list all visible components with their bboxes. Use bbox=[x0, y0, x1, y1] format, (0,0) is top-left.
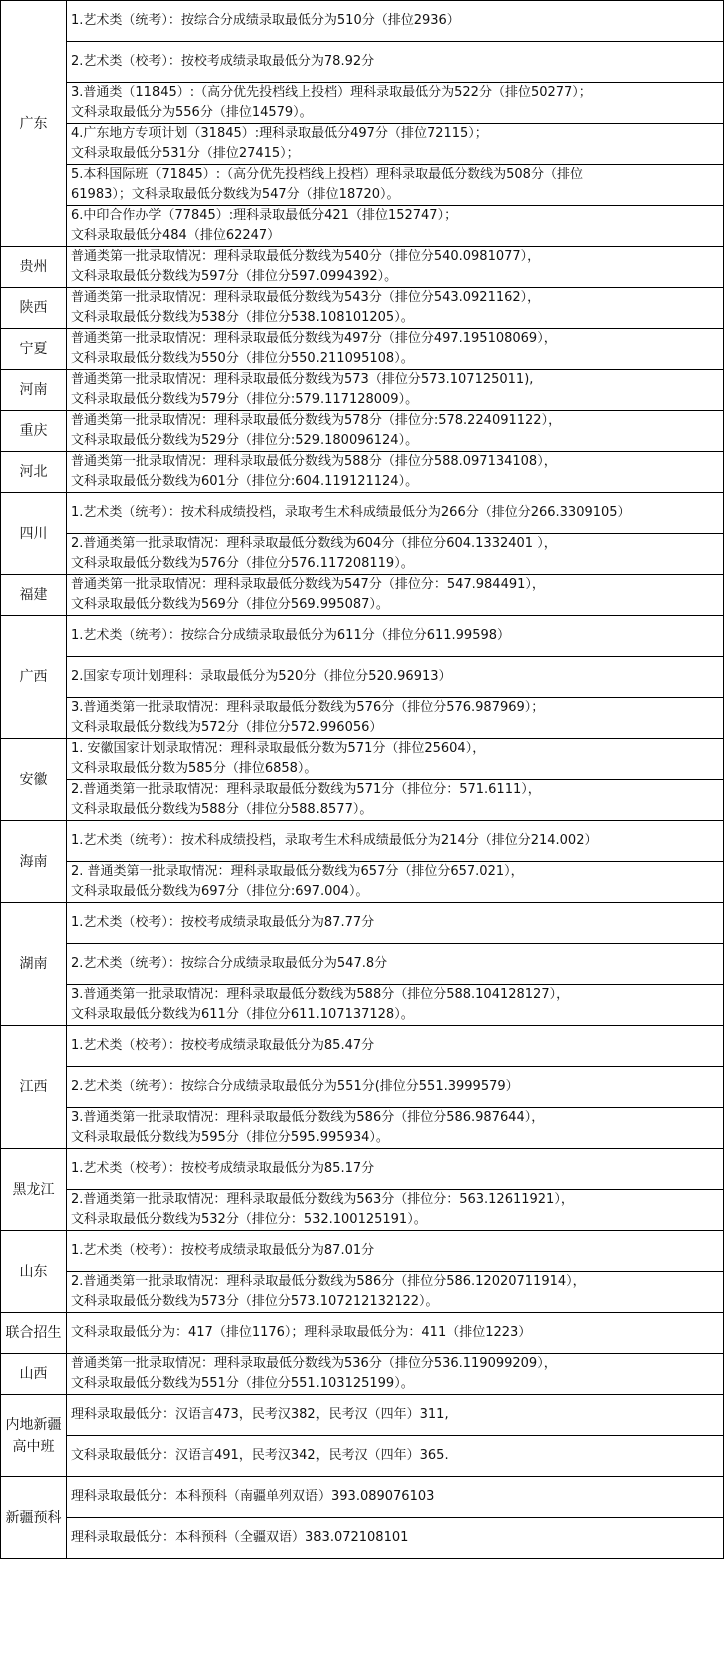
table-row bbox=[1, 944, 724, 985]
admission-info-line: 文科录取最低分数线为595分（排位分595.995934）。 bbox=[71, 1130, 389, 1145]
table-row bbox=[1, 1, 724, 42]
table-row bbox=[1, 1190, 724, 1231]
admission-info-cell bbox=[67, 821, 724, 862]
admission-info-cell bbox=[67, 1149, 724, 1190]
province-cell: 广东 bbox=[1, 1, 67, 247]
admission-info-cell bbox=[67, 1354, 724, 1395]
admission-info-line: 5.本科国际班（71845）:（高分优先投档线上投档）理科录取最低分数线为508分（排位 bbox=[71, 167, 583, 182]
admission-info-line: 文科录取最低分数线为611分（排位分611.107137128）。 bbox=[71, 1007, 414, 1022]
table-row bbox=[1, 903, 724, 944]
province-cell: 广西 bbox=[1, 616, 67, 739]
table-row bbox=[1, 165, 724, 206]
admission-info-cell bbox=[67, 42, 724, 83]
table-row bbox=[1, 1272, 724, 1313]
admission-info-cell bbox=[67, 903, 724, 944]
admission-info-cell bbox=[67, 247, 724, 288]
admission-info-line: 文科录取最低分数线为573分（排位分573.107212132122）。 bbox=[71, 1294, 439, 1309]
admission-info-cell bbox=[67, 411, 724, 452]
admission-info-cell bbox=[67, 329, 724, 370]
table-row bbox=[1, 780, 724, 821]
admission-info-cell bbox=[67, 165, 724, 206]
table-row bbox=[1, 1395, 724, 1436]
province-cell: 联合招生 bbox=[1, 1313, 67, 1354]
admission-info-cell bbox=[67, 288, 724, 329]
admission-info-cell bbox=[67, 1436, 724, 1477]
admission-info-line: 理科录取最低分：本科预科（南疆单列双语）393.089076103 bbox=[71, 1489, 435, 1504]
province-cell: 内地新疆高中班 bbox=[1, 1395, 67, 1477]
admission-info-cell bbox=[67, 124, 724, 165]
admission-info-line: 文科录取最低分531分（排位27415）； bbox=[71, 146, 300, 161]
admission-info-cell bbox=[67, 1395, 724, 1436]
admission-info-cell bbox=[67, 1026, 724, 1067]
admission-info-line: 2.普通类第一批录取情况：理科录取最低分数线为571分（排位分：571.6111）， bbox=[71, 782, 541, 797]
table-row bbox=[1, 862, 724, 903]
admission-info-line: 2.国家专项计划理科：录取最低分为520分（排位分520.96913） bbox=[71, 669, 452, 684]
province-cell: 山西 bbox=[1, 1354, 67, 1395]
table-row bbox=[1, 821, 724, 862]
table-row bbox=[1, 1354, 724, 1395]
admission-info-line: 4.广东地方专项计划（31845）:理科录取最低分497分（排位72115）； bbox=[71, 126, 488, 141]
admission-info-cell bbox=[67, 1477, 724, 1518]
admission-info-line: 普通类第一批录取情况：理科录取最低分数线为588分（排位分588.097134108）， bbox=[71, 454, 557, 469]
table-row bbox=[1, 206, 724, 247]
admission-info-line: 文科录取最低分484（排位62247） bbox=[71, 228, 281, 243]
table-row bbox=[1, 247, 724, 288]
admission-info-line: 1.艺术类（统考）：按综合分成绩录取最低分为510分（排位2936） bbox=[71, 13, 460, 28]
admission-info-cell bbox=[67, 1272, 724, 1313]
table-row bbox=[1, 657, 724, 698]
admission-info-line: 文科录取最低分数线为538分（排位分538.108101205）。 bbox=[71, 310, 414, 325]
admission-info-line: 文科录取最低分数线为597分（排位分597.0994392）。 bbox=[71, 269, 398, 284]
admission-info-cell bbox=[67, 780, 724, 821]
province-cell: 安徽 bbox=[1, 739, 67, 821]
admission-info-cell bbox=[67, 1108, 724, 1149]
province-cell: 河南 bbox=[1, 370, 67, 411]
admission-info-line: 1.艺术类（校考）：按校考成绩录取最低分为85.47分 bbox=[71, 1038, 375, 1053]
admission-info-line: 1.艺术类（校考）：按校考成绩录取最低分为87.77分 bbox=[71, 915, 375, 930]
admission-info-line: 文科录取最低分数线为697分（排位分:697.004）。 bbox=[71, 884, 369, 899]
table-row bbox=[1, 1067, 724, 1108]
table-row bbox=[1, 1149, 724, 1190]
table-row bbox=[1, 739, 724, 780]
admission-info-line: 2.普通类第一批录取情况：理科录取最低分数线为563分（排位分：563.12611921）， bbox=[71, 1192, 574, 1207]
admission-info-cell bbox=[67, 534, 724, 575]
admission-info-cell bbox=[67, 1, 724, 42]
admission-info-line: 1.艺术类（统考）：按术科成绩投档，录取考生术科成绩最低分为214分（排位分214.002） bbox=[71, 833, 598, 848]
admission-info-line: 61983）；文科录取最低分数线为547分（排位18720）。 bbox=[71, 187, 400, 202]
province-cell: 四川 bbox=[1, 493, 67, 575]
admission-info-line: 普通类第一批录取情况：理科录取最低分数线为578分（排位分:578.224091122）， bbox=[71, 413, 562, 428]
admission-info-line: 2.普通类第一批录取情况：理科录取最低分数线为586分（排位分586.12020711914）， bbox=[71, 1274, 586, 1289]
table-row bbox=[1, 42, 724, 83]
province-cell: 江西 bbox=[1, 1026, 67, 1149]
table-row bbox=[1, 1477, 724, 1518]
admission-info-cell bbox=[67, 493, 724, 534]
table-row bbox=[1, 575, 724, 616]
admission-info-cell bbox=[67, 83, 724, 124]
table-row bbox=[1, 452, 724, 493]
table-row bbox=[1, 124, 724, 165]
admission-info-line: 1.艺术类（校考）：按校考成绩录取最低分为87.01分 bbox=[71, 1243, 375, 1258]
admission-info-line: 文科录取最低分数为585分（排位6858）。 bbox=[71, 761, 318, 776]
admission-info-line: 文科录取最低分数线为569分（排位分569.995087）。 bbox=[71, 597, 389, 612]
province-cell: 贵州 bbox=[1, 247, 67, 288]
admission-info-line: 普通类第一批录取情况：理科录取最低分数线为573（排位分573.107125011), bbox=[71, 372, 534, 387]
admission-info-line: 3.普通类第一批录取情况：理科录取最低分数线为576分（排位分576.987969）； bbox=[71, 700, 545, 715]
admission-info-line: 普通类第一批录取情况：理科录取最低分数线为536分（排位分536.119099209）， bbox=[71, 1356, 557, 1371]
province-cell: 海南 bbox=[1, 821, 67, 903]
admission-info-cell bbox=[67, 944, 724, 985]
admission-info-line: 文科录取最低分数线为532分（排位分：532.100125191）。 bbox=[71, 1212, 427, 1227]
admission-info-cell bbox=[67, 1067, 724, 1108]
table-row bbox=[1, 1231, 724, 1272]
table-row bbox=[1, 1518, 724, 1559]
admission-info-line: 2.艺术类（校考）：按校考成绩录取最低分为78.92分 bbox=[71, 54, 375, 69]
admission-info-cell bbox=[67, 862, 724, 903]
admission-info-cell bbox=[67, 452, 724, 493]
table-row bbox=[1, 1313, 724, 1354]
admission-info-cell bbox=[67, 698, 724, 739]
admission-info-cell bbox=[67, 985, 724, 1026]
admission-info-line: 文科录取最低分数线为550分（排位分550.211095108）。 bbox=[71, 351, 414, 366]
admission-info-cell bbox=[67, 657, 724, 698]
admission-info-line: 1.艺术类（统考）：按术科成绩投档，录取考生术科成绩最低分为266分（排位分266.3309105） bbox=[71, 505, 631, 520]
admission-info-line: 3.普通类（11845）:（高分优先投档线上投档）理科录取最低分为522分（排位50277）； bbox=[71, 85, 592, 100]
admission-info-line: 2. 普通类第一批录取情况：理科录取最低分数线为657分（排位分657.021）， bbox=[71, 864, 524, 879]
admission-info-line: 文科录取最低分为：417（排位1176）；理科录取最低分为：411（排位1223） bbox=[71, 1325, 532, 1340]
table-row bbox=[1, 288, 724, 329]
admission-info-cell bbox=[67, 206, 724, 247]
admission-info-cell bbox=[67, 1190, 724, 1231]
admission-info-cell bbox=[67, 1518, 724, 1559]
admission-info-line: 2.普通类第一批录取情况：理科录取最低分数线为604分（排位分604.1332401 ）， bbox=[71, 536, 557, 551]
province-cell: 陕西 bbox=[1, 288, 67, 329]
admission-info-line: 1.艺术类（校考）：按校考成绩录取最低分为85.17分 bbox=[71, 1161, 375, 1176]
admission-info-line: 文科录取最低分数线为576分（排位分576.117208119）。 bbox=[71, 556, 414, 571]
admission-info-line: 文科录取最低分数线为572分（排位分572.996056） bbox=[71, 720, 383, 735]
table-row bbox=[1, 83, 724, 124]
admission-info-cell bbox=[67, 575, 724, 616]
admission-info-cell bbox=[67, 1231, 724, 1272]
admission-info-line: 文科录取最低分数线为551分（排位分551.103125199）。 bbox=[71, 1376, 414, 1391]
admission-info-line: 普通类第一批录取情况：理科录取最低分数线为540分（排位分540.0981077）， bbox=[71, 249, 541, 264]
table-row bbox=[1, 1108, 724, 1149]
admission-info-line: 文科录取最低分：汉语言491，民考汉342，民考汉（四年）365. bbox=[71, 1448, 449, 1463]
province-cell: 重庆 bbox=[1, 411, 67, 452]
province-cell: 黑龙江 bbox=[1, 1149, 67, 1231]
table-row bbox=[1, 1026, 724, 1067]
table-row bbox=[1, 411, 724, 452]
admission-info-line: 文科录取最低分数线为529分（排位分:529.180096124）。 bbox=[71, 433, 419, 448]
table-row bbox=[1, 370, 724, 411]
province-cell: 福建 bbox=[1, 575, 67, 616]
admission-info-line: 普通类第一批录取情况：理科录取最低分数线为497分（排位分497.195108069）， bbox=[71, 331, 557, 346]
admission-info-line: 文科录取最低分数线为601分（排位分:604.119121124）。 bbox=[71, 474, 419, 489]
admission-info-line: 普通类第一批录取情况：理科录取最低分数线为543分（排位分543.0921162）， bbox=[71, 290, 541, 305]
admission-info-line: 文科录取最低分数线为579分（排位分:579.117128009）。 bbox=[71, 392, 419, 407]
table-row bbox=[1, 1436, 724, 1477]
province-cell: 河北 bbox=[1, 452, 67, 493]
table-row bbox=[1, 985, 724, 1026]
admission-info-line: 6.中印合作办学（77845）:理科录取最低分421（排位152747）； bbox=[71, 208, 458, 223]
admission-info-line: 2.艺术类（统考）：按综合分成绩录取最低分为551分(排位分551.3999579） bbox=[71, 1079, 519, 1094]
admission-info-line: 3.普通类第一批录取情况：理科录取最低分数线为588分（排位分588.104128127）， bbox=[71, 987, 570, 1002]
admission-info-line: 3.普通类第一批录取情况：理科录取最低分数线为586分（排位分586.987644）， bbox=[71, 1110, 545, 1125]
province-cell: 宁夏 bbox=[1, 329, 67, 370]
admission-info-line: 文科录取最低分为556分（排位14579）。 bbox=[71, 105, 313, 120]
table-row bbox=[1, 493, 724, 534]
province-cell: 湖南 bbox=[1, 903, 67, 1026]
admission-info-cell bbox=[67, 616, 724, 657]
table-body bbox=[1, 1, 724, 1559]
province-cell: 山东 bbox=[1, 1231, 67, 1313]
admission-info-cell bbox=[67, 1313, 724, 1354]
admission-info-line: 2.艺术类（统考）：按综合分成绩录取最低分为547.8分 bbox=[71, 956, 388, 971]
admission-info-line: 普通类第一批录取情况：理科录取最低分数线为547分（排位分：547.984491）， bbox=[71, 577, 545, 592]
admission-info-line: 理科录取最低分：本科预科（全疆双语）383.072108101 bbox=[71, 1530, 409, 1545]
table-row bbox=[1, 616, 724, 657]
admission-info-line: 1. 安徽国家计划录取情况：理科录取最低分数为571分（排位25604）， bbox=[71, 741, 486, 756]
admission-info-cell bbox=[67, 370, 724, 411]
province-cell: 新疆预科 bbox=[1, 1477, 67, 1559]
table-row bbox=[1, 534, 724, 575]
admission-info-line: 文科录取最低分数线为588分（排位分588.8577）。 bbox=[71, 802, 373, 817]
table-row bbox=[1, 698, 724, 739]
table-row bbox=[1, 329, 724, 370]
admission-info-cell bbox=[67, 739, 724, 780]
admission-info-line: 1.艺术类（统考）：按综合分成绩录取最低分为611分（排位分611.99598） bbox=[71, 628, 511, 643]
admission-info-line: 理科录取最低分：汉语言473，民考汉382，民考汉（四年）311, bbox=[71, 1407, 449, 1422]
